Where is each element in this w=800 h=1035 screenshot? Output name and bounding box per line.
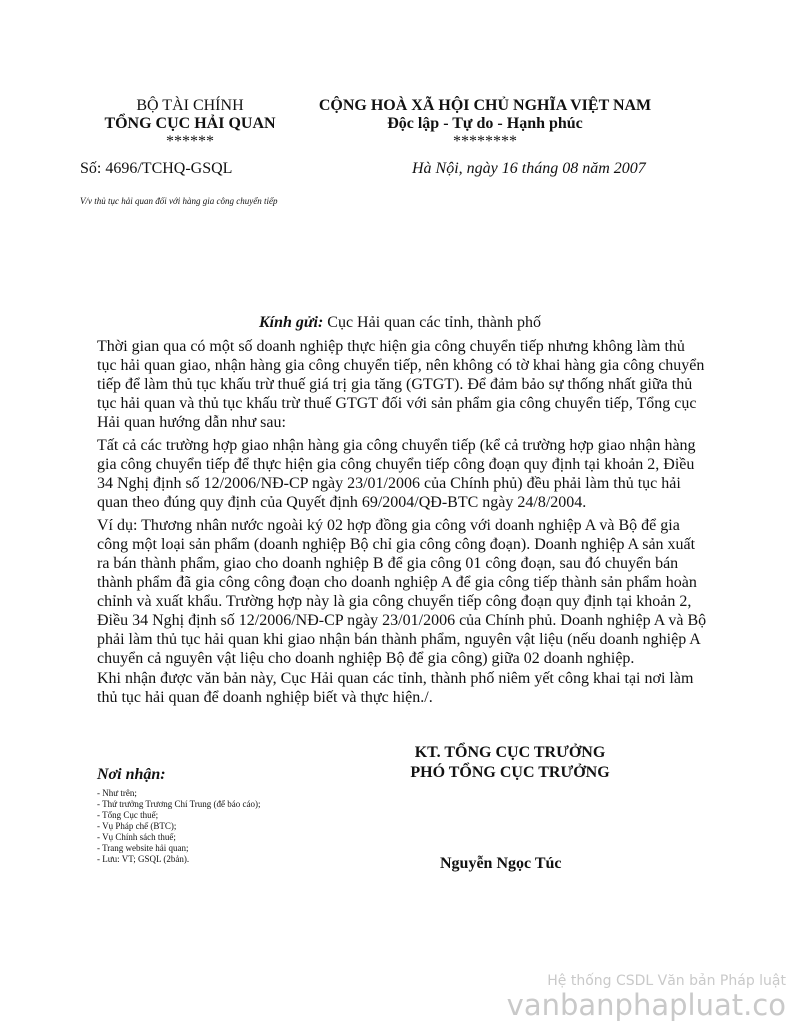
recipient-label: Kính gửi: bbox=[259, 314, 324, 331]
watermark-site: vanbanphapluat.co bbox=[506, 988, 786, 1022]
watermark-caption: Hệ thống CSDL Văn bản Pháp luật bbox=[547, 973, 786, 989]
recipient-line bbox=[80, 314, 720, 332]
distribution-item: - Vụ Chính sách thuế; bbox=[97, 832, 176, 842]
issuer-block bbox=[80, 97, 300, 151]
distribution-item: - Tổng Cục thuế; bbox=[97, 810, 159, 820]
signature-title-line1: KT. TỔNG CỤC TRƯỞNG bbox=[414, 744, 606, 761]
signer-name: Nguyễn Ngọc Túc bbox=[440, 855, 562, 872]
signature-title-line2: PHÓ TỔNG CỤC TRƯỞNG bbox=[410, 764, 610, 781]
document-subject: V/v thủ tục hải quan đối với hàng gia công chuyển tiếp bbox=[80, 196, 278, 206]
body-paragraph: Khi nhận được văn bản này, Cục Hải quan các tỉnh, thành phố niêm yết công khai tại nơi làm thủ tục hải quan để doanh nghiệp biết và thực hiện./. bbox=[97, 670, 694, 706]
distribution-item: - Vụ Pháp chế (BTC); bbox=[97, 821, 177, 831]
distribution-label: Nơi nhận: bbox=[97, 766, 166, 783]
watermark-footer bbox=[507, 973, 786, 1021]
country-name: CỘNG HOÀ XÃ HỘI CHỦ NGHĨA VIỆT NAM bbox=[318, 97, 652, 114]
body-paragraph: Thời gian qua có một số doanh nghiệp thực hiện gia công chuyển tiếp nhưng không làm thủ tục hải quan giao, nhận hàng gia công chuyển tiếp, nên không có tờ khai hàng gia công chuyển tiếp để làm thủ tục khấu trừ thuế giá trị gia tăng (GTGT). Để đảm bảo sự thống nhất giữa thủ tục hải quan và thủ tục khấu trừ thuế GTGT đối với sản phẩm gia công chuyển tiếp, Tổng cục Hải quan hướng dẫn như sau: bbox=[97, 338, 705, 431]
ministry-name: BỘ TÀI CHÍNH bbox=[136, 97, 244, 114]
national-heading bbox=[300, 97, 670, 151]
recipient-value: Cục Hải quan các tỉnh, thành phố bbox=[323, 314, 541, 331]
national-motto: Độc lập - Tự do - Hạnh phúc bbox=[387, 115, 583, 132]
body-paragraph: Ví dụ: Thương nhân nước ngoài ký 02 hợp đồng gia công với doanh nghiệp A và Bộ để gia công một loại sản phẩm (doanh nghiệp Bộ chỉ gia công công đoạn). Doanh nghiệp A sản xuất ra bán thành phẩm, giao cho doanh nghiệp B để gia công 01 công đoạn, sau đó chuyển bán thành phẩm đã gia công công đoạn cho doanh nghiệp A để gia công tiếp thành sản phẩm hoàn chỉnh và xuất khẩu. Trường hợp này là gia công chuyển tiếp công đoạn quy định tại khoản 2, Điều 34 Nghị định số 12/2006/NĐ-CP ngày 23/01/2006 của Chính phủ. Doanh nghiệp A và Bộ phải làm thủ tục hải quan khi giao nhận bán thành phẩm, nguyên vật liệu (nếu doanh nghiệp A chuyển cả nguyên vật liệu cho doanh nghiệp Bộ để gia công) giữa 02 doanh nghiệp. bbox=[97, 517, 707, 667]
distribution-item: - Thứ trưởng Trương Chí Trung (để báo cáo); bbox=[97, 799, 261, 809]
department-name: TỔNG CỤC HẢI QUAN bbox=[104, 115, 276, 132]
body-paragraph: Tất cả các trường hợp giao nhận hàng gia công chuyển tiếp (kể cả trường hợp giao nhận hàng gia công chuyển tiếp để thực hiện gia công chuyển tiếp công đoạn quy định tại khoản 2, Điều 34 Nghị định số 12/2006/NĐ-CP ngày 23/01/2006 của Chính phủ) đều phải làm thủ tục hải quan theo đúng quy định của Quyết định 69/2004/QĐ-BTC ngày 24/8/2004. bbox=[97, 437, 696, 511]
distribution-list bbox=[97, 766, 261, 865]
document-number: Số: 4696/TCHQ-GSQL bbox=[80, 160, 233, 177]
distribution-item: - Lưu: VT; GSQL (2bản). bbox=[97, 854, 190, 864]
signature-title bbox=[385, 743, 635, 783]
issue-date: Hà Nội, ngày 16 tháng 08 năm 2007 bbox=[412, 160, 646, 177]
distribution-item: - Trang website hải quan; bbox=[97, 843, 189, 853]
distribution-item: - Như trên; bbox=[97, 788, 137, 798]
issuer-separator: ****** bbox=[166, 133, 214, 150]
motto-separator: ******** bbox=[453, 133, 517, 150]
